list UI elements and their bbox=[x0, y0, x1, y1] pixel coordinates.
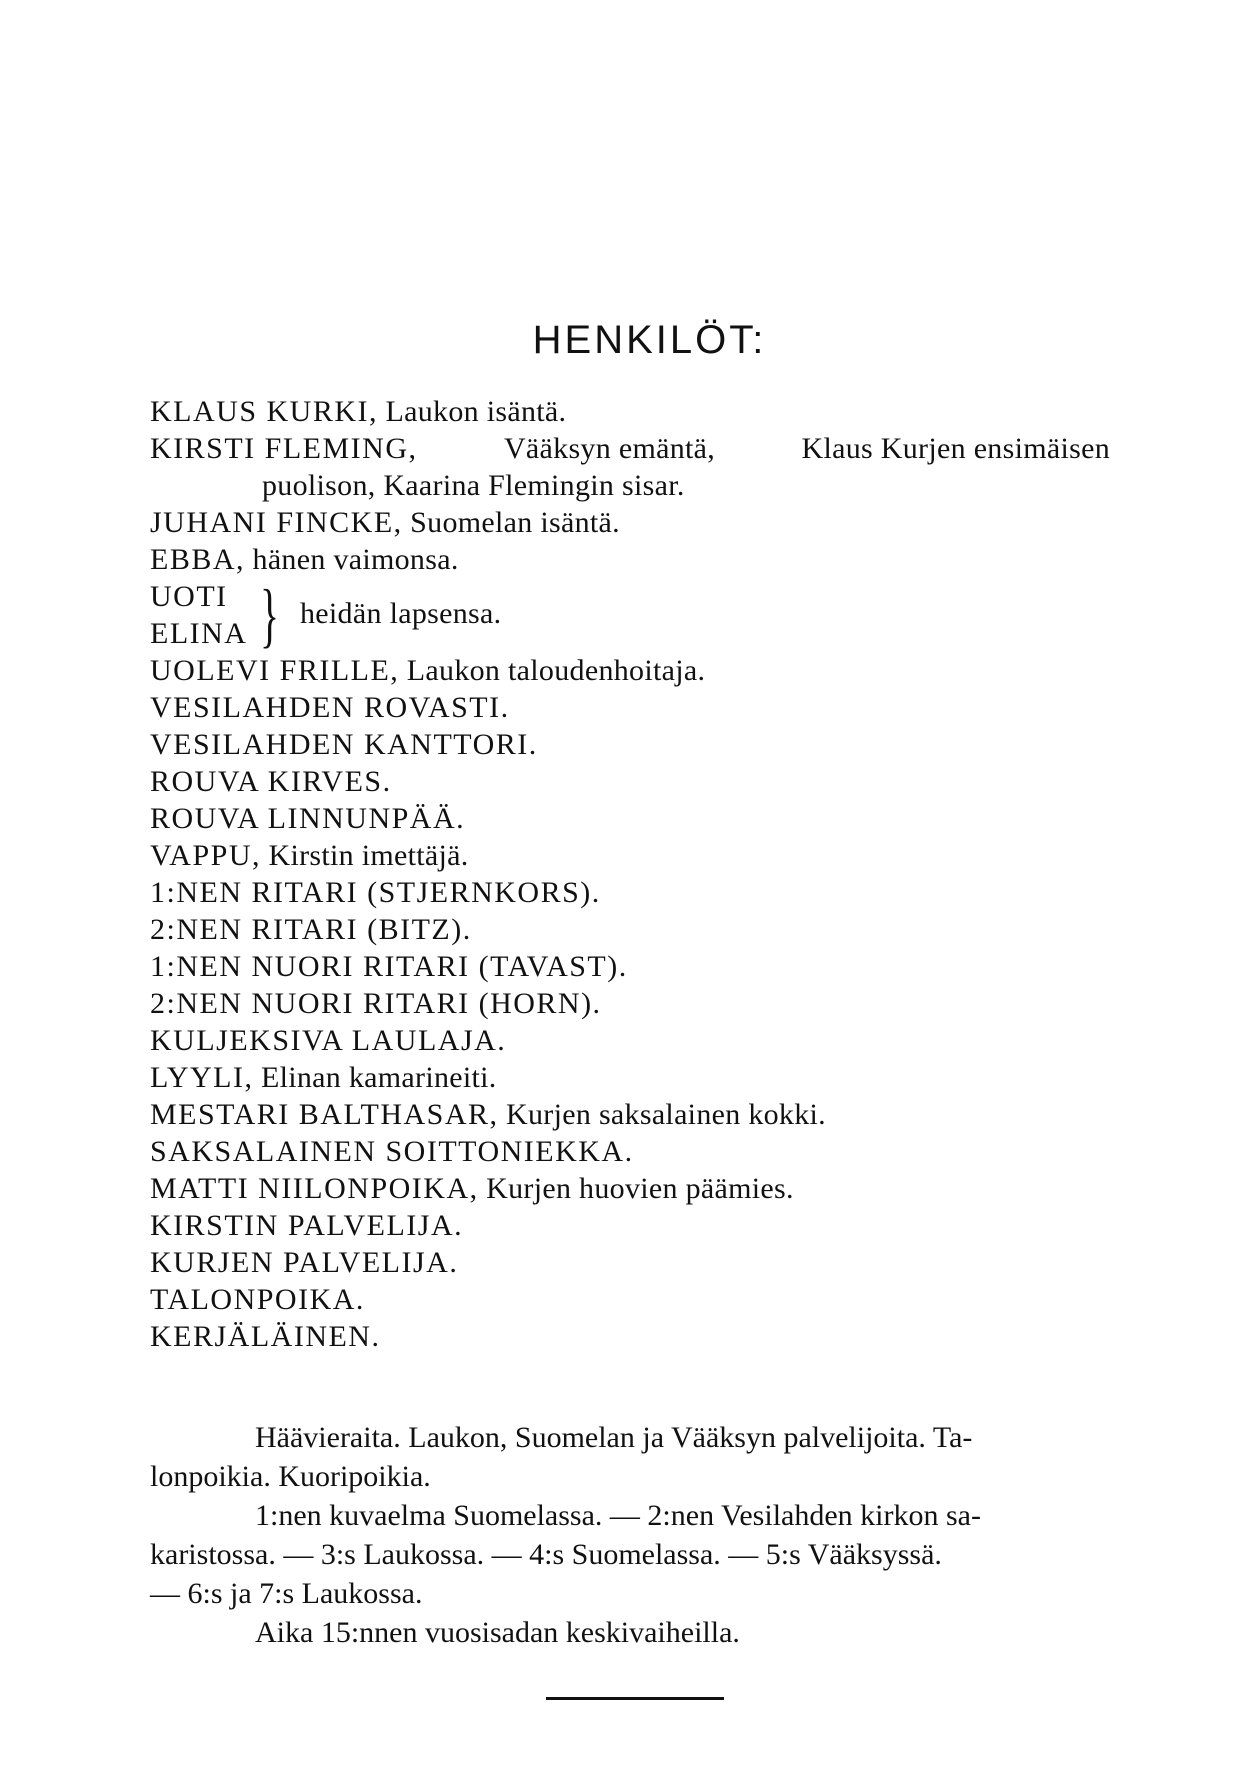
list-item bbox=[150, 393, 1110, 430]
list-item: KERJÄLÄINEN. bbox=[150, 1320, 381, 1353]
scenes-line: karistossa. — 3:s Laukossa. — 4:s Suomelassa. — 5:s Vääksyssä. bbox=[150, 1538, 942, 1571]
list-item: ROUVA LINNUNPÄÄ. bbox=[150, 802, 466, 835]
list-item: VESILAHDEN ROVASTI. bbox=[150, 691, 510, 724]
list-item: 1:NEN RITARI (STJERNKORS). bbox=[150, 876, 601, 909]
character-name: KLAUS KURKI, bbox=[150, 395, 378, 428]
list-item: KIRSTIN PALVELIJA. bbox=[150, 1209, 464, 1242]
list-item: 2:NEN RITARI (BITZ). bbox=[150, 913, 472, 946]
list-item bbox=[150, 1170, 1110, 1207]
list-item bbox=[150, 652, 1110, 689]
character-desc: Klaus Kurjen ensimäisen bbox=[801, 432, 1110, 465]
character-name: UOLEVI FRILLE, bbox=[150, 654, 400, 687]
scenes-line: 1:nen kuvaelma Suomelassa. — 2:nen Vesilahden kirkon sa- bbox=[255, 1499, 981, 1532]
character-name: VAPPU, bbox=[150, 839, 261, 872]
extras-line: Häävieraita. Laukon, Suomelan ja Vääksyn palvelijoita. Ta- bbox=[255, 1421, 973, 1454]
character-name: EBBA, bbox=[150, 543, 246, 576]
list-item: TALONPOIKA. bbox=[150, 1283, 365, 1316]
list-item: KURJEN PALVELIJA. bbox=[150, 1246, 459, 1279]
character-desc: Kurjen saksalainen kokki. bbox=[506, 1098, 826, 1131]
list-item bbox=[150, 1059, 1110, 1096]
notes-section bbox=[150, 1418, 1110, 1652]
character-name: LYYLI, bbox=[150, 1061, 254, 1094]
character-name: KIRSTI FLEMING, bbox=[150, 432, 418, 465]
character-desc: heidän lapsensa. bbox=[300, 597, 502, 630]
character-name: ELINA bbox=[150, 617, 248, 650]
character-desc: Laukon isäntä. bbox=[385, 395, 567, 428]
list-item-grouped bbox=[150, 575, 1110, 655]
character-desc: Laukon taloudenhoitaja. bbox=[406, 654, 706, 687]
character-list bbox=[150, 393, 1110, 1355]
list-item bbox=[150, 837, 1110, 874]
list-item: SAKSALAINEN SOITTONIEKKA. bbox=[150, 1135, 634, 1168]
list-item: VESILAHDEN KANTTORI. bbox=[150, 728, 538, 761]
brace-icon: } bbox=[260, 575, 280, 655]
character-name: JUHANI FINCKE, bbox=[150, 506, 403, 539]
extras-line: lonpoikia. Kuoripoikia. bbox=[150, 1460, 431, 1493]
character-desc: Vääksyn emäntä, bbox=[503, 432, 716, 465]
character-desc: hänen vaimonsa. bbox=[252, 543, 459, 576]
list-item: ROUVA KIRVES. bbox=[150, 765, 392, 798]
character-desc: Kirstin imettäjä. bbox=[268, 839, 469, 872]
list-item: 1:NEN NUORI RITARI (TAVAST). bbox=[150, 950, 628, 983]
character-desc: puolison, Kaarina Flemingin sisar. bbox=[262, 469, 685, 502]
list-item bbox=[150, 1096, 1110, 1133]
list-item: 2:NEN NUORI RITARI (HORN). bbox=[150, 987, 602, 1020]
character-name: MATTI NIILONPOIKA, bbox=[150, 1172, 479, 1205]
list-item: KULJEKSIVA LAULAJA. bbox=[150, 1024, 507, 1057]
time-line: Aika 15:nnen vuosisadan keskivaiheilla. bbox=[255, 1616, 740, 1649]
character-name: MESTARI BALTHASAR, bbox=[150, 1098, 499, 1131]
list-item bbox=[150, 541, 1110, 578]
character-desc: Elinan kamarineiti. bbox=[260, 1061, 497, 1094]
list-item-continuation bbox=[150, 467, 1110, 504]
list-item bbox=[150, 504, 1110, 541]
character-desc: Suomelan isäntä. bbox=[410, 506, 620, 539]
list-item bbox=[150, 430, 1110, 467]
character-desc: Kurjen huovien päämies. bbox=[486, 1172, 794, 1205]
divider bbox=[546, 1697, 724, 1700]
page-title: HENKILÖT: bbox=[532, 318, 767, 362]
scenes-line: — 6:s ja 7:s Laukossa. bbox=[150, 1577, 423, 1610]
character-name: UOTI bbox=[150, 580, 228, 613]
